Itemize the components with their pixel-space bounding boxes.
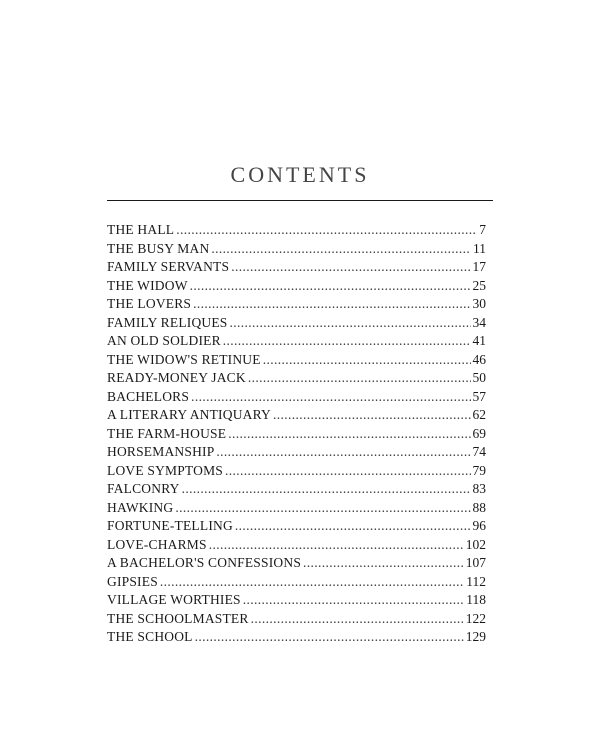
toc-entry-page-number: 102	[465, 536, 486, 552]
toc-entry-title: BACHELORS	[107, 388, 190, 404]
toc-entry-title: FORTUNE-TELLING	[107, 518, 233, 533]
toc-entry-title: GIPSIES	[107, 573, 158, 589]
toc-entry	[107, 499, 486, 518]
toc-entry-page-number: 17	[472, 259, 486, 274]
toc-entry-page-number: 83	[472, 481, 486, 496]
toc-entry-title: THE HALL	[107, 222, 175, 237]
dot-leader	[216, 443, 470, 462]
toc-entry	[107, 314, 486, 333]
toc-entry-title: THE SCHOOL	[107, 629, 193, 644]
toc-entry	[107, 610, 486, 629]
toc-entry-title: VILLAGE WORTHIES	[107, 592, 241, 607]
dot-leader	[209, 536, 464, 555]
toc-entry-title: A LITERARY ANTIQUARY	[107, 407, 272, 422]
dot-leader	[228, 425, 470, 444]
toc-entry-page-number: 79	[472, 462, 486, 478]
dot-leader	[191, 388, 470, 407]
toc-entry	[107, 258, 486, 277]
toc-entry	[107, 221, 486, 240]
toc-entry	[107, 517, 486, 536]
toc-entry	[107, 240, 486, 259]
contents-heading: CONTENTS	[230, 162, 370, 187]
toc-entry-page-number: 118	[466, 592, 486, 607]
toc-entry-page-number: 88	[472, 499, 486, 515]
toc-entry-title: THE SCHOOLMASTER	[107, 610, 249, 626]
toc-entry	[107, 369, 486, 388]
dot-leader	[273, 406, 470, 425]
toc-entry-page-number: 96	[472, 518, 486, 533]
toc-entry	[107, 480, 486, 499]
toc-entry	[107, 462, 486, 481]
toc-entry	[107, 443, 486, 462]
toc-entry-page-number: 62	[472, 407, 486, 422]
toc-entry-title: HORSEMANSHIP	[107, 444, 215, 459]
toc-entry-title: FAMILY SERVANTS	[107, 259, 230, 274]
toc-entry-page-number: 129	[465, 629, 486, 644]
toc-entry-page-number: 7	[479, 222, 486, 237]
dot-leader	[225, 462, 471, 481]
heading-rule	[107, 200, 493, 201]
dot-leader	[231, 258, 470, 277]
toc-entry	[107, 554, 486, 573]
toc-entry-title: AN OLD SOLDIER	[107, 333, 221, 348]
dot-leader	[243, 591, 465, 610]
toc-entry	[107, 351, 486, 370]
toc-entry-title: THE WIDOW	[107, 277, 188, 293]
toc-entry-page-number: 25	[472, 277, 486, 293]
toc-entry-page-number: 74	[472, 444, 486, 459]
toc-entry	[107, 388, 486, 407]
toc-entry-page-number: 107	[465, 555, 486, 570]
toc-entry-page-number: 69	[472, 425, 486, 441]
toc-entry-title: THE BUSY MAN	[107, 240, 210, 256]
toc-entry-title: READY-MONEY JACK	[107, 370, 246, 385]
toc-entry-title: FALCONRY	[107, 481, 180, 496]
dot-leader	[230, 314, 471, 333]
toc-entry	[107, 591, 486, 610]
toc-entry-page-number: 50	[472, 370, 486, 385]
table-of-contents	[107, 221, 486, 647]
toc-entry	[107, 425, 486, 444]
toc-entry-title: HAWKING	[107, 499, 174, 515]
dot-leader	[223, 332, 471, 351]
dot-leader	[303, 554, 464, 573]
toc-entry	[107, 628, 486, 647]
toc-entry	[107, 277, 486, 296]
toc-entry	[107, 406, 486, 425]
toc-entry-page-number: 41	[472, 333, 486, 348]
toc-entry-title: THE LOVERS	[107, 296, 192, 311]
toc-entry-title: THE WIDOW'S RETINUE	[107, 351, 261, 367]
toc-entry-page-number: 30	[472, 296, 486, 311]
dot-leader	[182, 480, 471, 499]
toc-entry-page-number: 34	[472, 314, 486, 330]
toc-entry-page-number: 46	[472, 351, 486, 367]
toc-entry	[107, 536, 486, 555]
toc-entry-page-number: 57	[472, 388, 486, 404]
toc-entry-title: FAMILY RELIQUES	[107, 314, 228, 330]
dot-leader	[190, 277, 471, 296]
toc-entry-page-number: 112	[466, 573, 486, 589]
toc-entry	[107, 295, 486, 314]
dot-leader	[176, 221, 477, 240]
dot-leader	[263, 351, 471, 370]
toc-entry-page-number: 122	[465, 610, 486, 626]
dot-leader	[193, 295, 470, 314]
toc-entry	[107, 332, 486, 351]
toc-entry-page-number: 11	[473, 240, 486, 256]
toc-entry-title: LOVE SYMPTOMS	[107, 462, 223, 478]
toc-entry-title: A BACHELOR'S CONFESSIONS	[107, 555, 302, 570]
dot-leader	[235, 517, 471, 536]
toc-entry-title: THE FARM-HOUSE	[107, 425, 227, 441]
dot-leader	[160, 573, 464, 592]
dot-leader	[248, 369, 471, 388]
toc-entry-title: LOVE-CHARMS	[107, 536, 207, 552]
dot-leader	[175, 499, 470, 518]
toc-entry	[107, 573, 486, 592]
dot-leader	[211, 240, 471, 259]
dot-leader	[251, 610, 464, 629]
dot-leader	[195, 628, 464, 647]
